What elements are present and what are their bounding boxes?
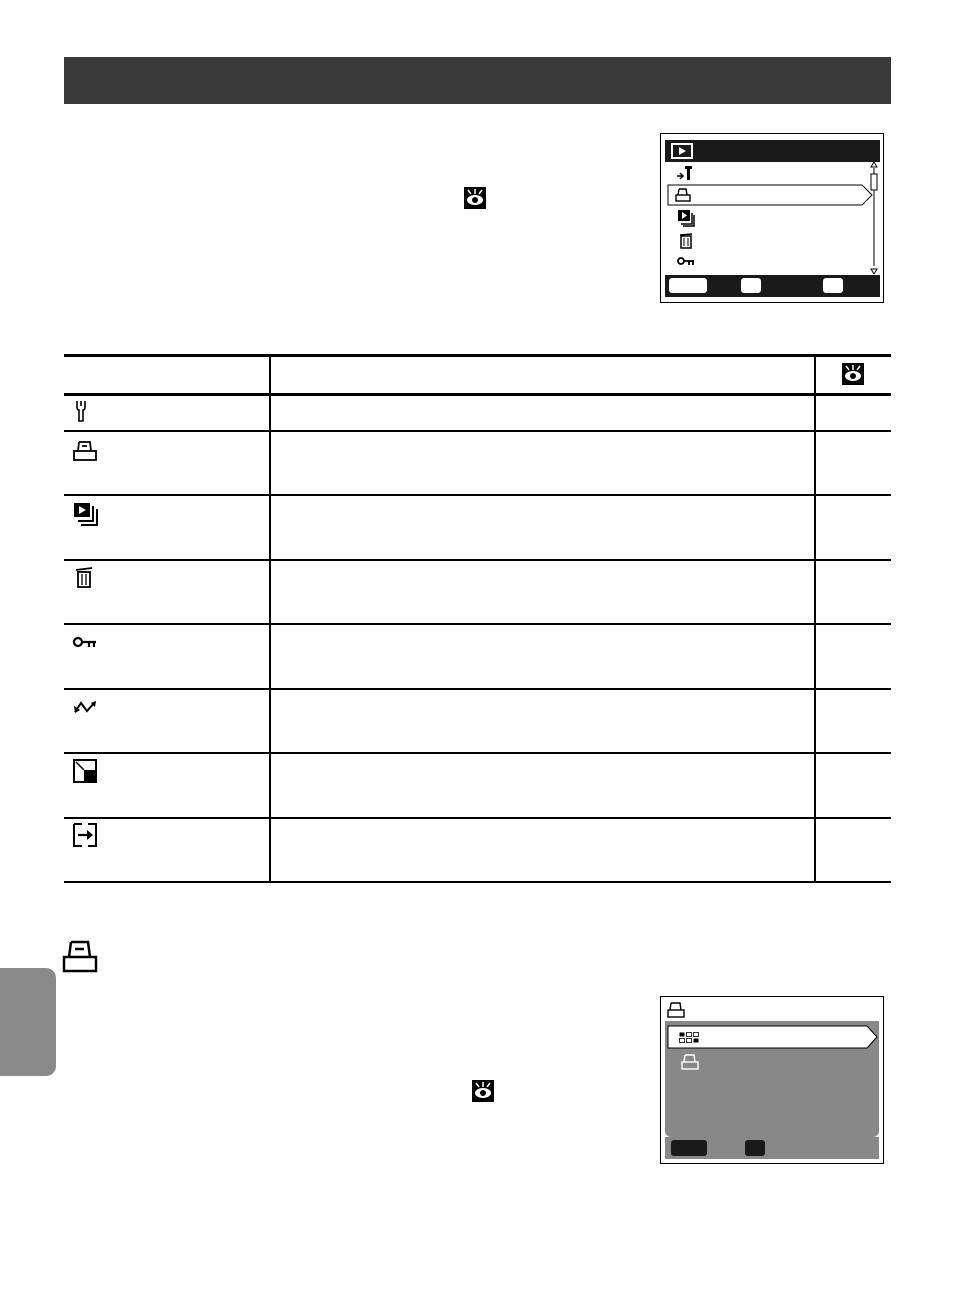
- ok-button-indicator: [741, 278, 761, 293]
- slideshow-icon: [677, 209, 695, 227]
- lcd-menu-area: [665, 1021, 879, 1137]
- key-icon: [677, 256, 695, 266]
- table-top-rule: [64, 354, 891, 357]
- ok-button-indicator: [745, 1140, 765, 1156]
- print-icon: [675, 187, 691, 203]
- print-icon: [667, 1001, 685, 1019]
- setup-wrench-icon: [675, 164, 695, 182]
- print-section-icon: [62, 940, 98, 974]
- table-row-divider: [64, 752, 891, 754]
- menu-reference-table: [64, 354, 891, 884]
- transfer-icon: [73, 700, 97, 714]
- table-row: [73, 759, 97, 783]
- eye-reference-icon: [842, 363, 864, 385]
- playback-menu-screen: [660, 133, 884, 303]
- trash-icon: [74, 565, 94, 589]
- menu-button-indicator: [669, 278, 707, 293]
- playback-icon: [671, 143, 693, 159]
- chapter-side-tab: [0, 968, 56, 1076]
- slideshow-icon: [73, 502, 99, 526]
- table-row-divider: [64, 817, 891, 819]
- table-row-divider: [64, 430, 891, 432]
- table-row: [74, 400, 88, 422]
- table-head-rule: [64, 393, 891, 396]
- menu-item-delete-print-set[interactable]: [681, 1053, 699, 1071]
- print-selection-icon: [679, 1032, 701, 1044]
- key-icon: [73, 636, 97, 648]
- table-row: [74, 565, 94, 589]
- menu-item-print-selected[interactable]: [667, 184, 867, 204]
- print-icon: [73, 440, 97, 462]
- lcd-bottom-bar: [665, 1137, 879, 1159]
- table-row-divider: [64, 688, 891, 690]
- menu-button-indicator: [671, 1140, 707, 1156]
- trash-icon: [678, 231, 694, 249]
- table-bottom-rule: [64, 881, 891, 883]
- table-col-divider: [814, 354, 816, 883]
- copy-icon: [73, 823, 97, 847]
- lcd-title-bar: [665, 140, 880, 162]
- table-row: [73, 502, 99, 526]
- menu-item-print-selection-selected[interactable]: [667, 1025, 879, 1049]
- help-button-indicator: [823, 278, 843, 293]
- print-icon: [681, 1053, 699, 1071]
- table-row: [73, 636, 97, 648]
- eye-reference-icon: [472, 1080, 494, 1102]
- table-row-divider: [64, 623, 891, 625]
- table-col-divider: [269, 354, 271, 883]
- section-header-bar: [64, 57, 891, 104]
- table-row-divider: [64, 559, 891, 561]
- setup-wrench-icon: [74, 400, 88, 422]
- table-row: [73, 440, 97, 462]
- table-row-divider: [64, 494, 891, 496]
- scrollbar[interactable]: [870, 162, 878, 274]
- table-row: [73, 700, 97, 714]
- lcd-bottom-bar: [665, 275, 880, 297]
- eye-reference-icon: [464, 187, 486, 209]
- print-set-screen: [660, 996, 884, 1164]
- small-picture-icon: [73, 759, 97, 783]
- table-row: [73, 823, 97, 847]
